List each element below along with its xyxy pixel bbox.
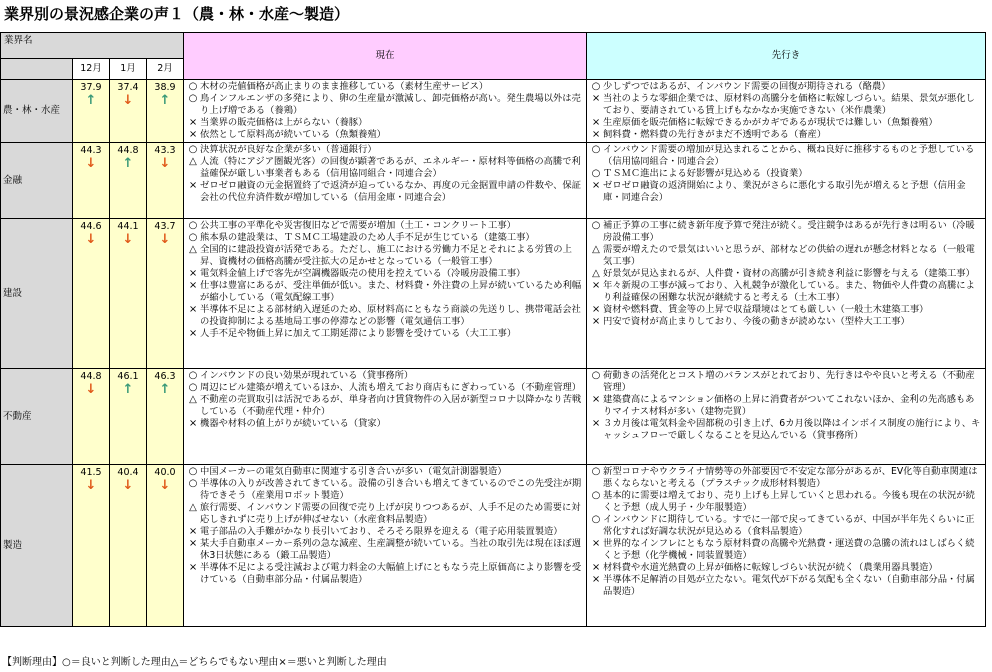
comment-text: 機器や材料の値上がりが続いている（貸家）: [200, 418, 386, 429]
arrow-down-icon: ↓: [122, 93, 134, 108]
comment-line: [589, 316, 983, 328]
comment-text: 公共工事の平準化や災害復旧などで需要が増加（土工・コンクリート工事）: [200, 220, 516, 231]
comment-line: [589, 574, 983, 598]
judgement-mark: ○: [188, 466, 198, 477]
comment-line: [186, 418, 584, 430]
comment-text: 世界的なインフレにともなう原材料費の高騰や光熱費・運送費の急騰の流れはしばらく続くと予想（化学機械・同装置製造）: [603, 538, 975, 561]
arrow-down-icon: ↓: [122, 232, 134, 247]
judgement-mark: ×: [591, 117, 601, 128]
sentiment-table: [0, 32, 986, 627]
month-value-cell: [110, 80, 147, 143]
industry-name: 製造: [1, 465, 73, 627]
comment-line: [589, 117, 983, 129]
comment-text: 周辺にビル建築が増えているほか、人流も増えており商店もにぎわっている（不動産管理）: [200, 382, 582, 393]
header-blank-cell: [1, 59, 73, 80]
month-value-cell: [73, 143, 110, 219]
judgement-mark: ○: [188, 232, 198, 243]
comment-text: 仕事は豊富にあるが、受注単価が低い。また、材料費・外注費の上昇が続いているため利幅が縮小している（電気配線工事）: [200, 280, 582, 303]
industry-header: 業界名: [1, 33, 184, 59]
comment-line: [589, 514, 983, 538]
arrow-up-icon: ↑: [85, 93, 97, 108]
comment-text: 需要が増えたので景気はいいと思うが、部材などの供給の遅れが懸念材料となる（一般電気工事）: [603, 244, 975, 267]
judgement-mark: ×: [591, 574, 601, 585]
comment-text: 半導体不足による部材納入遅延のため、原材料高にともなう商談の先送りし、携帯電話会社の投資抑制による基地局工事の停滞などの影響（電気通信工事）: [200, 304, 581, 327]
comment-text: 某大手自動車メーカー系列の急な減産、生産調整が続いている。当社の取引先は現在ほぼ週休3日状態にある（鍛工品製造）: [200, 538, 582, 561]
judgement-mark: ×: [188, 268, 198, 279]
month-value-cell: [73, 465, 110, 627]
comment-line: [589, 394, 983, 418]
judgement-mark: ×: [188, 538, 198, 549]
arrow-down-icon: ↓: [85, 156, 97, 171]
comment-text: 当社のような零細企業では、原材料の高騰分を価格に転嫁しづらい。結果、景気が悪化しており、要請されている賃上げもなかなか実施できない（米作農業）: [603, 93, 975, 116]
comment-text: 年々新規の工事が減っており、入札競争が激化している。また、物価や人件費の高騰により利益確保の困難な状況が継続すると考える（土木工事）: [603, 280, 975, 303]
judgement-mark: ○: [188, 382, 198, 393]
index-value: 41.5: [80, 467, 102, 478]
comment-text: 生産原価を販売価格に転嫁できるかがカギであるが現状では難しい（魚類養殖）: [603, 117, 938, 128]
month-value-cell: [147, 465, 184, 627]
judgement-mark: ×: [188, 180, 198, 191]
comment-line: [589, 466, 983, 490]
index-value: 44.6: [80, 221, 102, 232]
comment-line: [186, 93, 584, 117]
arrow-down-icon: ↓: [122, 478, 134, 493]
comment-line: [186, 180, 584, 204]
outlook-comments: [587, 465, 986, 627]
comment-line: [186, 81, 584, 93]
current-comments: [184, 369, 587, 465]
comment-line: [589, 538, 983, 562]
index-value: 44.8: [117, 145, 139, 156]
comment-text: 熊本県の建設業は、ＴＳＭＣ工場建設のため人手不足が生じている（建築工事）: [200, 232, 535, 243]
judgement-mark: ○: [591, 466, 601, 477]
comment-text: 電気料金値上げで客先が空調機器販売の使用を控えている（冷暖房設備工事）: [200, 268, 526, 279]
judgement-mark: ○: [591, 514, 601, 525]
comment-line: [186, 144, 584, 156]
outlook-comments: [587, 219, 986, 369]
judgement-mark: ×: [188, 280, 198, 291]
comment-line: [589, 93, 983, 117]
comment-text: ＴＳＭＣ進出による好影響が見込める（投資業）: [603, 168, 808, 179]
comment-line: [589, 370, 983, 394]
comment-text: 補正予算の工事に続き新年度予算で発注が続く。受注競争はあるが先行きは明るい（冷暖房設備工事）: [603, 220, 975, 243]
industry-row: [1, 80, 986, 143]
comment-line: [186, 268, 584, 280]
judgement-mark: ×: [591, 538, 601, 549]
current-comments: [184, 80, 587, 143]
comment-text: インバウンドに期待している。すでに一部で戻ってきているが、中国が半年先くらいに正常化すれば好調な状況が見込める（食料品製造）: [603, 514, 975, 537]
header-row-top: [1, 33, 986, 59]
judgement-mark: ×: [591, 280, 601, 291]
judgement-mark: ×: [188, 129, 198, 140]
current-comments: [184, 219, 587, 369]
month-value-cell: [73, 80, 110, 143]
comment-line: [589, 268, 983, 280]
judgement-mark: △: [592, 244, 600, 255]
comment-line: [186, 394, 584, 418]
comment-line: [186, 117, 584, 129]
judgement-mark: ×: [188, 304, 198, 315]
arrow-down-icon: ↓: [159, 478, 171, 493]
judgement-mark: ×: [188, 562, 198, 573]
comment-line: [186, 562, 584, 586]
index-value: 46.1: [117, 371, 139, 382]
comment-text: 半導体の入りが改善されてきている。設備の引き合いも増えてきているのでこの先受注が期待できそう（産業用ロボット製造）: [200, 478, 582, 501]
judgement-mark: ×: [591, 562, 601, 573]
comment-line: [589, 244, 983, 268]
comment-text: ３カ月後は電気料金や固都税の引き上げ、6カ月後以降はインボイス制度の施行により、キャッシュフローで厳しくなることを見込んでいる（貸事務所）: [603, 418, 981, 441]
industry-row: [1, 143, 986, 219]
comment-text: 新型コロナやウクライナ情勢等の外部要因で不安定な部分があるが、EV化等自動車関連は悪くならないと考える（プラスチック成形材料製造）: [603, 466, 978, 489]
comment-text: 好景気が見込まれるが、人件費・資材の高騰が引き続き利益に影響を与える（建築工事）: [603, 268, 975, 279]
comment-text: インバウンドの良い効果が現れている（貸事務所）: [200, 370, 414, 381]
comment-text: 中国メーカーの電気自動車に関連する引き合いが多い（電気計測器製造）: [200, 466, 507, 477]
arrow-down-icon: ↓: [85, 382, 97, 397]
month-header-12: 12月: [73, 59, 110, 80]
judgement-mark: ○: [188, 93, 198, 104]
comment-line: [186, 328, 584, 340]
comment-text: 全国的に建設投資が活発である。ただし、施工における労働力不足とそれによる労賃の上昇、資機材の価格高騰が受注拡大の足かせとなっている（一般管工事）: [200, 244, 572, 267]
judgement-mark: ○: [591, 144, 601, 155]
comment-line: [186, 502, 584, 526]
comment-line: [589, 144, 983, 168]
comment-text: 鳥インフルエンザの多発により、卵の生産量が激減し、卸売価格が高い。発生農場以外は売り上げ増である（養鶏）: [200, 93, 581, 116]
comment-text: 電子部品の入手難がかなり長引いており、そろそろ限界を迎える（電子応用装置製造）: [200, 526, 563, 537]
judgement-mark: △: [189, 394, 197, 405]
comment-text: 旅行需要、インバウンド需要の回復で売り上げが戻りつつあるが、人手不足のため需要に対応しきれずに売り上げが伸ばせない（水産食料品製造）: [200, 502, 581, 525]
comment-line: [186, 129, 584, 141]
comment-text: ゼロゼロ融資の返済開始により、業況がさらに悪化する取引先が増えると予想（信用金庫・同連合会）: [603, 180, 966, 203]
comment-line: [589, 490, 983, 514]
comment-line: [186, 382, 584, 394]
arrow-down-icon: ↓: [159, 232, 171, 247]
comment-text: 決算状況が良好な企業が多い（普通銀行）: [200, 144, 377, 155]
comment-line: [186, 538, 584, 562]
judgement-mark: ×: [591, 93, 601, 104]
month-value-cell: [110, 369, 147, 465]
comment-line: [186, 304, 584, 328]
judgement-mark: ×: [591, 316, 601, 327]
judgement-mark: ×: [188, 117, 198, 128]
comment-text: 円安で資材が高止まりしており、今後の動きが読めない（型枠大工工事）: [603, 316, 910, 327]
month-value-cell: [73, 219, 110, 369]
arrow-down-icon: ↓: [159, 156, 171, 171]
judgement-mark: ○: [188, 370, 198, 381]
comment-line: [186, 156, 584, 180]
comment-text: 基本的に需要は増えており、売り上げも上昇していくと思われる。今後も現在の状況が続くと予想（成人男子・少年服製造）: [603, 490, 975, 513]
judgement-mark: ×: [188, 328, 198, 339]
comment-line: [589, 220, 983, 244]
index-value: 38.9: [154, 82, 176, 93]
comment-line: [589, 168, 983, 180]
index-value: 43.7: [154, 221, 176, 232]
month-value-cell: [147, 80, 184, 143]
comment-text: 資材や燃料費、賃金等の上昇で収益環境はとても厳しい（一般土木建築工事）: [603, 304, 929, 315]
arrow-down-icon: ↓: [85, 232, 97, 247]
outlook-comments: [587, 143, 986, 219]
index-value: 44.3: [80, 145, 102, 156]
comment-text: 不動産の売買取引は活況であるが、単身者向け賃貸物件の入居が新型コロナ以降かなり苦戦している（不動産代理・仲介）: [200, 394, 582, 417]
comment-line: [589, 81, 983, 93]
comment-text: 半導体不足による受注減および電力料金の大幅値上げにともなう売上原価高により影響を受けている（自動車部分品・付属品製造）: [200, 562, 582, 585]
footer-legend: 【判断理由】○＝良いと判断した理由△＝どちらでもない理由×＝悪いと判断した理由: [2, 657, 387, 668]
industry-name: 建設: [1, 219, 73, 369]
index-value: 40.0: [154, 467, 176, 478]
month-value-cell: [147, 369, 184, 465]
index-value: 46.3: [154, 371, 176, 382]
month-header-1: 1月: [110, 59, 147, 80]
comment-text: 依然として原料高が続いている（魚類養殖）: [200, 129, 386, 140]
comment-text: 材料費や水道光熱費の上昇が価格に転嫁しづらい状況が続く（農業用器具製造）: [603, 562, 938, 573]
arrow-up-icon: ↑: [159, 382, 171, 397]
current-header: 現在: [184, 33, 587, 80]
comment-line: [186, 220, 584, 232]
judgement-mark: ○: [591, 81, 601, 92]
judgement-mark: ○: [591, 370, 601, 381]
judgement-mark: ×: [591, 180, 601, 191]
comment-line: [186, 232, 584, 244]
judgement-mark: ×: [188, 418, 198, 429]
judgement-mark: △: [189, 244, 197, 255]
comment-line: [589, 180, 983, 204]
comment-line: [589, 280, 983, 304]
comment-line: [186, 466, 584, 478]
comment-line: [589, 418, 983, 442]
judgement-mark: ×: [188, 526, 198, 537]
industry-name: 不動産: [1, 369, 73, 465]
index-value: 44.8: [80, 371, 102, 382]
comment-text: 半導体不足解消の目処が立たない。電気代が下がる気配も全くない（自動車部分品・付属品製造）: [603, 574, 975, 597]
comment-line: [186, 478, 584, 502]
index-value: 44.1: [117, 221, 139, 232]
comment-text: 建築費高によるマンション価格の上昇に消費者がついてこれないほか、金利の先高感もありマイナス材料が多い（建物売買）: [603, 394, 975, 417]
comment-text: 人流（特にアジア圏観光客）の回復が顕著であるが、エネルギー・原材料等価格の高騰で利益確保が厳しい事業者もある（信用協同組合・同連合会）: [200, 156, 581, 179]
judgement-mark: ×: [591, 394, 601, 405]
index-value: 37.9: [80, 82, 102, 93]
current-comments: [184, 143, 587, 219]
month-header-2: 2月: [147, 59, 184, 80]
comment-line: [589, 129, 983, 141]
month-value-cell: [147, 219, 184, 369]
judgement-mark: ×: [591, 129, 601, 140]
comment-line: [186, 280, 584, 304]
judgement-mark: ○: [188, 220, 198, 231]
month-value-cell: [110, 465, 147, 627]
month-value-cell: [110, 143, 147, 219]
judgement-mark: ○: [188, 81, 198, 92]
arrow-up-icon: ↑: [122, 156, 134, 171]
month-value-cell: [73, 369, 110, 465]
judgement-mark: ×: [591, 418, 601, 429]
comment-text: 木材の売値価格が高止まりのまま推移している（素材生産サービス）: [200, 81, 489, 92]
comment-line: [589, 562, 983, 574]
judgement-mark: ×: [591, 304, 601, 315]
industry-row: [1, 219, 986, 369]
judgement-mark: △: [189, 156, 197, 167]
outlook-header: 先行き: [587, 33, 986, 80]
judgement-mark: ○: [591, 490, 601, 501]
comment-text: 人手不足や物価上昇に加えて工期延滞により影響を受けている（大工工事）: [200, 328, 517, 339]
judgement-mark: ○: [188, 478, 198, 489]
industry-name: 金融: [1, 143, 73, 219]
arrow-up-icon: ↑: [122, 382, 134, 397]
index-value: 40.4: [117, 467, 139, 478]
month-value-cell: [147, 143, 184, 219]
index-value: 43.3: [154, 145, 176, 156]
comment-text: 少しずつではあるが、インバウンド需要の回復が期待される（酪農）: [603, 81, 891, 92]
index-value: 37.4: [117, 82, 139, 93]
industry-row: [1, 369, 986, 465]
outlook-comments: [587, 369, 986, 465]
industry-row: [1, 465, 986, 627]
comment-text: 荷動きの活発化とコスト増のバランスがとれており、先行きはやや良いと考える（不動産管理）: [603, 370, 975, 393]
judgement-mark: ○: [591, 168, 601, 179]
judgement-mark: ○: [188, 144, 198, 155]
comment-line: [186, 244, 584, 268]
comment-line: [589, 304, 983, 316]
arrow-down-icon: ↓: [85, 478, 97, 493]
page-title: 業界別の景況感企業の声１（農・林・水産～製造）: [4, 5, 350, 23]
comment-text: インバウンド需要の増加が見込まれることから、概ね良好に推移するものと予想している（信用協同組合・同連合会）: [603, 144, 975, 167]
comment-text: 飼料費・燃料費の先行きがまだ不透明である（畜産）: [603, 129, 827, 140]
judgement-mark: △: [189, 502, 197, 513]
judgement-mark: ○: [591, 220, 601, 231]
judgement-mark: △: [592, 268, 600, 279]
arrow-up-icon: ↑: [159, 93, 171, 108]
current-comments: [184, 465, 587, 627]
industry-name: 農・林・水産: [1, 80, 73, 143]
comment-line: [186, 370, 584, 382]
comment-text: 当業界の販売価格は上がらない（養豚）: [200, 117, 368, 128]
comment-line: [186, 526, 584, 538]
comment-text: ゼロゼロ融資の元金据置終了で返済が迫っているなか、再度の元金据置申請の件数や、保証会社の代位弁済件数が増加している（信用金庫・同連合会）: [200, 180, 582, 203]
outlook-comments: [587, 80, 986, 143]
month-value-cell: [110, 219, 147, 369]
